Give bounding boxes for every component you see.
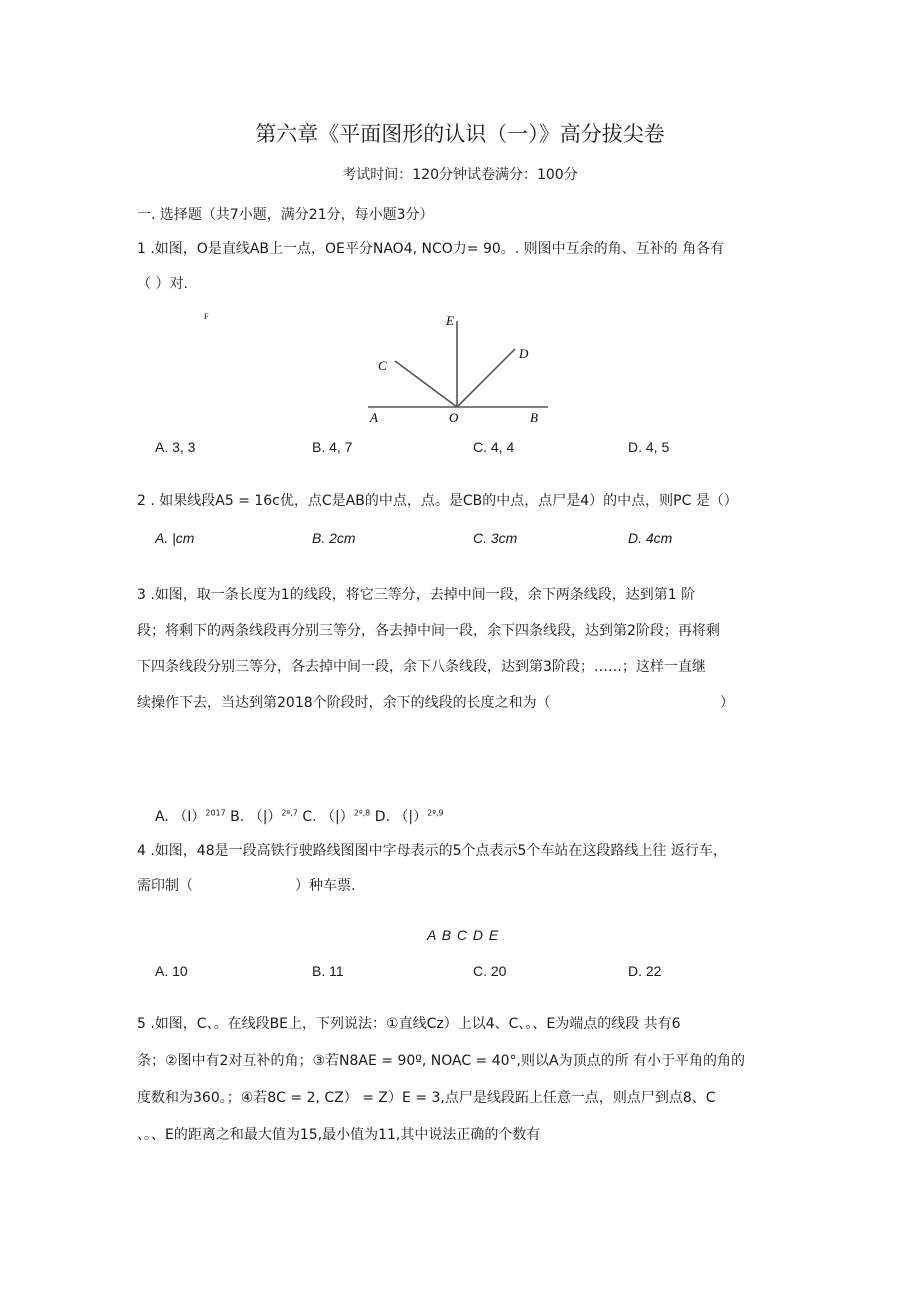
section-heading: 一. 选择题（共7小题，满分21分，每小题3分） [137,207,434,223]
q1-option-d[interactable]: D. 4, 5 [628,439,670,455]
q1-figure-stray-label: F [204,312,209,321]
q2-option-c[interactable]: C. 3cm [473,530,518,546]
q3-option-a-exp: 2017 [205,808,226,818]
ray-od [457,349,515,407]
exam-info: 考试时间：120分钟试卷满分：100分 [342,167,578,183]
q4-option-d[interactable]: D. 22 [628,963,662,979]
q3-option-a-label: A. （I） [155,809,206,825]
q2-text: 2 . 如果线段A5 = 16c优，点C是AB的中点，点。是CB的中点，点尸是4）的中点，则PC 是（） [137,493,738,509]
label-o: O [449,410,459,425]
q4-option-b[interactable]: B. 11 [312,963,344,979]
q1-option-b[interactable]: B. 4, 7 [312,439,353,455]
q3-option-b-label: B. （|） [225,809,282,825]
label-d: D [519,346,529,361]
q3-option-c-exp: 2º,8 [353,808,371,818]
q3-text-line4: 续操作下去，当达到第2018个阶段时，余下的线段的长度之和为（ [137,695,551,711]
q3-options-row [155,806,444,826]
q5-text-line1: 5 .如图，C、。在线段BE上，下列说法：①直线Cz）上以4、C、。、E为端点的线段 共有6 [137,1016,681,1032]
q3-option-c[interactable] [298,809,370,825]
q4-text-line2: 需印制（ [137,878,193,894]
label-b: B [530,410,538,425]
q1-option-a[interactable]: A. 3, 3 [155,439,196,455]
q4-option-c[interactable]: C. 20 [473,963,507,979]
q2-option-b[interactable]: B. 2cm [312,530,356,546]
page-title: 第六章《平面图形的认识（一）》高分拔尖卷 [255,122,665,146]
q2-option-d[interactable]: D. 4cm [628,530,673,546]
q3-option-b[interactable] [226,809,298,825]
q3-text-line4-close: ） [720,695,734,711]
q1-text-line1: 1 .如图，O是直线AB上一点，OE平分NAO4, NCO力= 90。. 则图中互余的角、互补的 角各有 [137,241,725,257]
ray-oc [395,361,457,407]
q2-option-a[interactable]: A. |cm [155,530,195,546]
q3-option-d-exp: 2º,9 [427,808,444,818]
q3-text-line2: 段；将剩下的两条线段再分别三等分，各去掉中间一段，余下四条线段，达到第2阶段；再将剩 [137,623,720,639]
q3-option-d[interactable] [370,809,443,825]
q3-option-d-label: D. （|） [370,809,428,825]
q5-text-line2: 条；②图中有2对互补的角；③若N8AE = 90º, NOAC = 40°,则以A为顶点的所 有小于平角的角的 [137,1053,746,1069]
label-a: A [370,410,378,425]
q4-figure-stations: A B C D E [427,927,499,943]
q3-text-line1: 3 .如图，取一条长度为1的线段，将它三等分，去掉中间一段，余下两条线段，达到第1 阶 [137,587,696,603]
q4-text-line1: 4 .如图，48是一段高铁行驶路线图图中字母表示的5个点表示5个车站在这段路线上往 返行车， [137,843,727,859]
q3-option-a[interactable] [155,809,226,825]
q3-option-c-label: C. （|） [297,809,354,825]
label-c: C [378,358,387,373]
q3-option-b-exp: 2º,7 [281,808,298,818]
q1-text-line2: （ ）对. [137,276,188,292]
label-e: E [446,313,454,328]
q1-figure [190,305,570,430]
q5-text-line3: 度数和为360。；④若8C = 2, CZ） = Z）E = 3,点尸是线段跖上任意一点，则点尸到点8、C [137,1090,716,1106]
q3-text-line3: 下四条线段分别三等分，各去掉中间一段，余下八条线段，达到第3阶段；……；这样一直继 [137,659,706,675]
q1-option-c[interactable]: C. 4, 4 [473,439,515,455]
q4-option-a[interactable]: A. 10 [155,963,188,979]
q4-text-line2-end: ）种车票. [295,878,356,894]
q5-text-line4: 、。、E的距离之和最大值为15,最小值为11,其中说法正确的个数有 [137,1127,541,1143]
